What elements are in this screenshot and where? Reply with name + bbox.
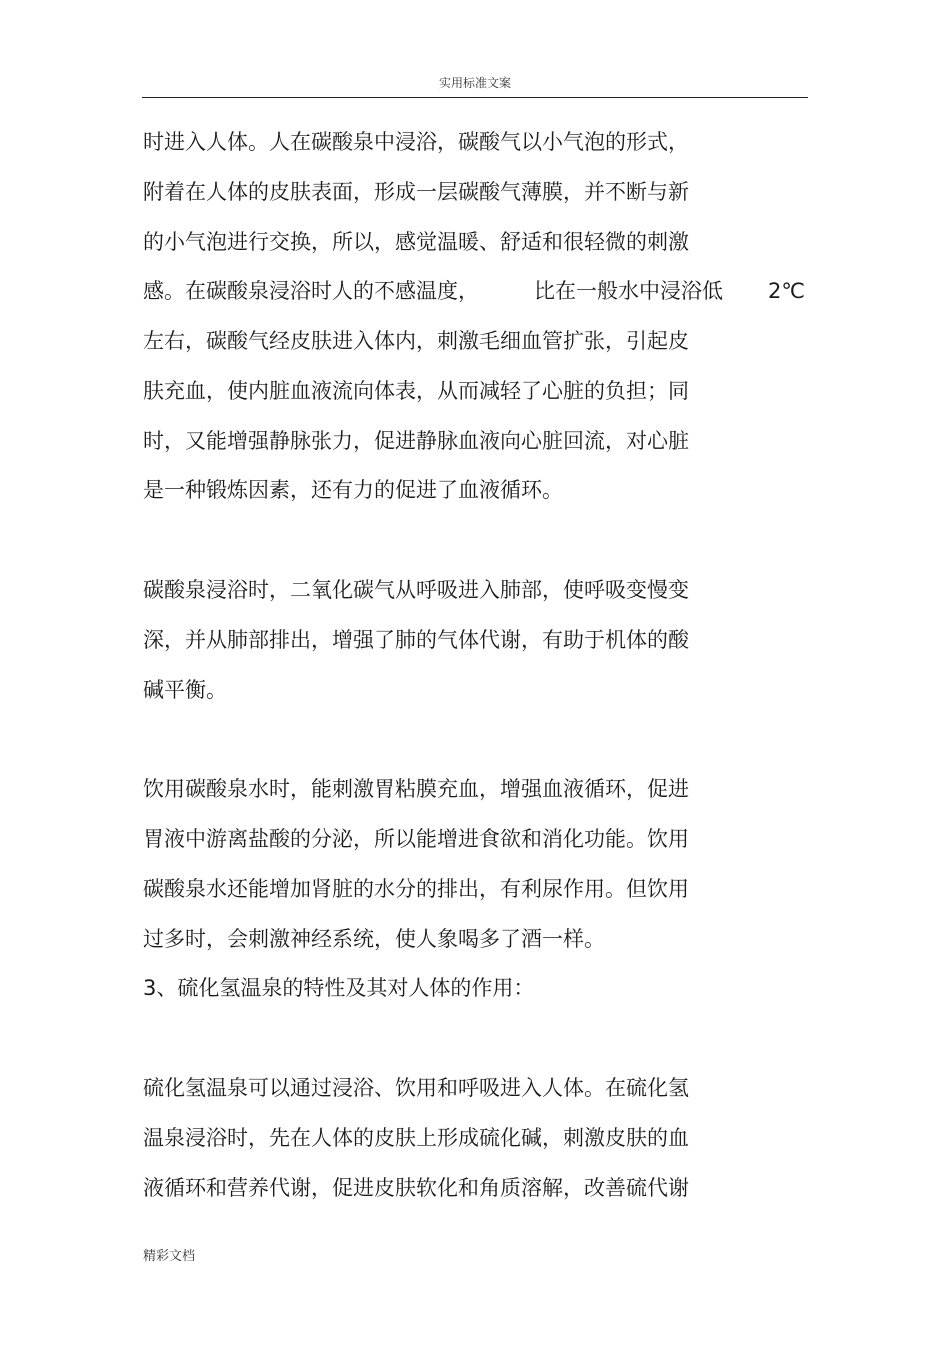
body-line: 硫化氢温泉可以通过浸浴、饮用和呼吸进入人体。在硫化氢 — [143, 1076, 689, 1100]
body-line-segment: 比在一般水中浸浴低 — [534, 279, 723, 303]
temperature-value: 2℃ — [768, 279, 805, 303]
body-line: 碱平衡。 — [143, 678, 227, 702]
body-line-temperature — [143, 276, 808, 306]
body-line: 左右，碳酸气经皮肤进入体内，刺激毛细血管扩张，引起皮 — [143, 329, 689, 353]
body-line: 附着在人体的皮肤表面，形成一层碳酸气薄膜，并不断与新 — [143, 180, 689, 204]
header-divider — [142, 97, 808, 98]
body-line: 温泉浸浴时，先在人体的皮肤上形成硫化碱，刺激皮肤的血 — [143, 1126, 689, 1150]
body-line: 碳酸泉浸浴时，二氧化碳气从呼吸进入肺部，使呼吸变慢变 — [143, 578, 689, 602]
section-heading: 3、硫化氢温泉的特性及其对人体的作用： — [143, 976, 535, 1000]
body-line: 碳酸泉水还能增加肾脏的水分的排出，有利尿作用。但饮用 — [143, 877, 689, 901]
page-footer: 精彩文档 — [143, 1249, 196, 1264]
body-line: 过多时，会刺激神经系统，使人象喝多了酒一样。 — [143, 927, 605, 951]
body-line-segment: 感。在碳酸泉浸浴时人的不感温度， — [143, 279, 479, 303]
body-line: 胃液中游离盐酸的分泌，所以能增进食欲和消化功能。饮用 — [143, 827, 689, 851]
body-line: 时，又能增强静脉张力，促进静脉血液向心脏回流，对心脏 — [143, 429, 689, 453]
body-line: 的小气泡进行交换，所以，感觉温暖、舒适和很轻微的刺激 — [143, 230, 689, 254]
body-line: 饮用碳酸泉水时，能刺激胃粘膜充血，增强血液循环，促进 — [143, 777, 689, 801]
body-line: 时进入人体。人在碳酸泉中浸浴，碳酸气以小气泡的形式， — [143, 130, 689, 154]
body-line: 液循环和营养代谢，促进皮肤软化和角质溶解，改善硫代谢 — [143, 1176, 689, 1200]
body-line: 肤充血，使内脏血液流向体表，从而减轻了心脏的负担；同 — [143, 379, 689, 403]
body-line: 是一种锻炼因素，还有力的促进了血液循环。 — [143, 478, 563, 502]
body-line: 深，并从肺部排出，增强了肺的气体代谢，有助于机体的酸 — [143, 628, 689, 652]
page-header-title: 实用标准文案 — [438, 76, 511, 90]
